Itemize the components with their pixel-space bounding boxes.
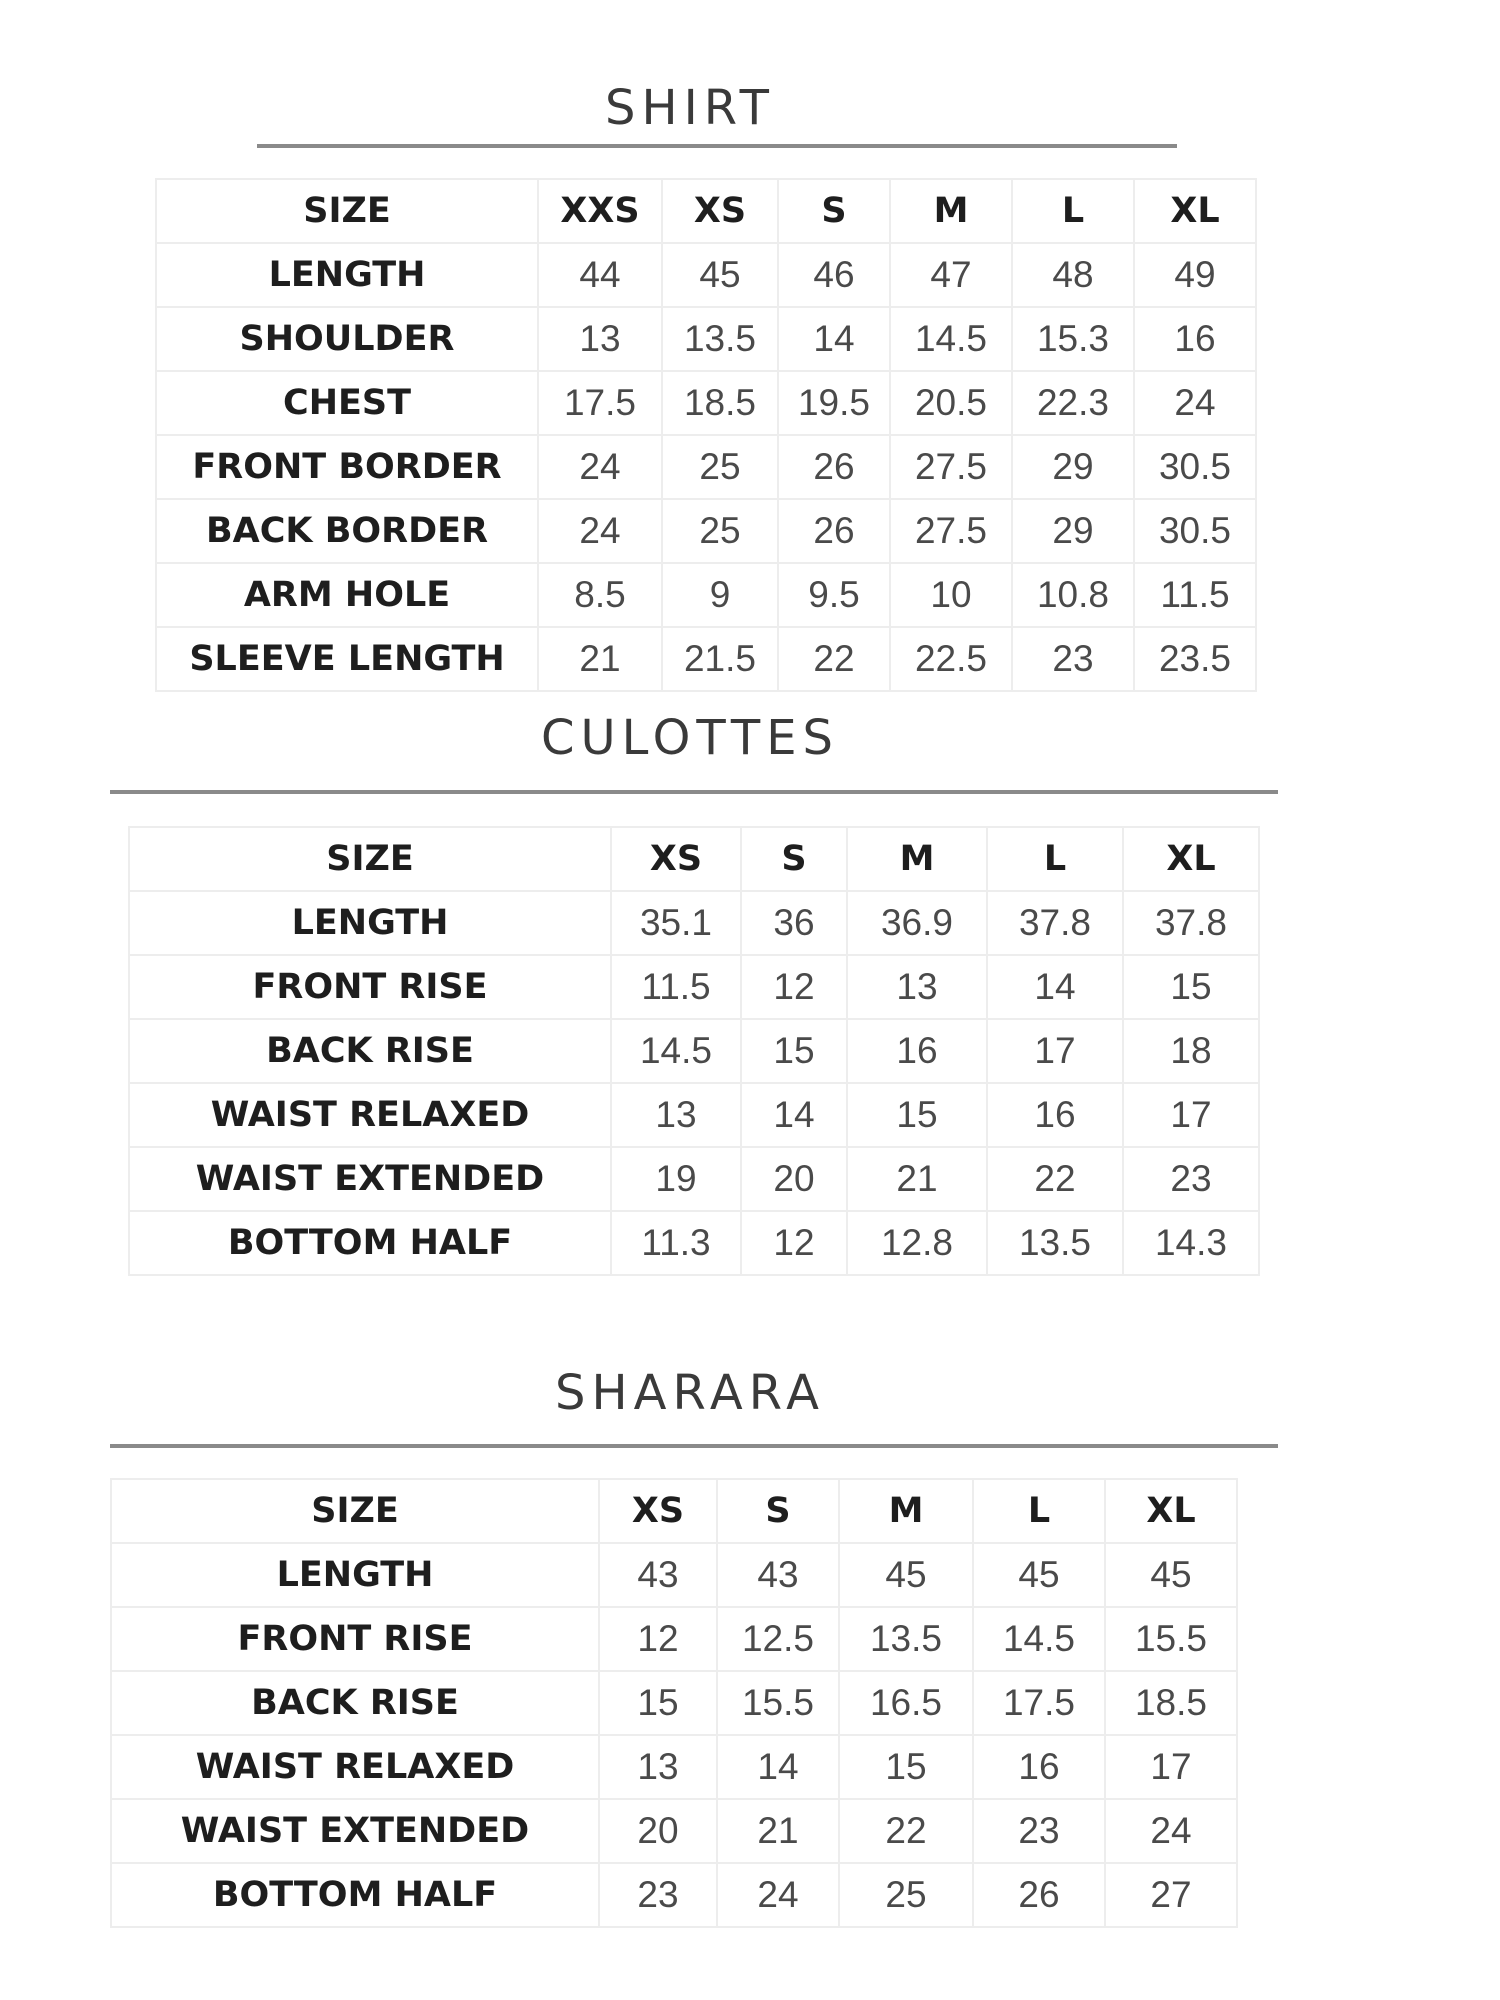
table-row <box>129 1019 1259 1083</box>
table-row <box>111 1863 1237 1927</box>
measurement-value: 43 <box>599 1543 717 1607</box>
size-header-cell: M <box>839 1479 973 1543</box>
measurement-value: 45 <box>662 243 778 307</box>
measurement-value: 14 <box>717 1735 839 1799</box>
table-row <box>156 563 1256 627</box>
measurement-value: 27.5 <box>890 435 1012 499</box>
measurement-value: 12.5 <box>717 1607 839 1671</box>
measurement-value: 43 <box>717 1543 839 1607</box>
measurement-value: 29 <box>1012 499 1134 563</box>
measurement-label: LENGTH <box>129 891 611 955</box>
measurement-value: 8.5 <box>538 563 662 627</box>
size-column-header: SIZE <box>111 1479 599 1543</box>
shirt-divider <box>257 144 1177 148</box>
measurement-value: 16 <box>987 1083 1123 1147</box>
measurement-value: 25 <box>839 1863 973 1927</box>
measurement-label: FRONT RISE <box>129 955 611 1019</box>
measurement-value: 14 <box>778 307 890 371</box>
measurement-label: BOTTOM HALF <box>111 1863 599 1927</box>
size-header-cell: L <box>987 827 1123 891</box>
measurement-value: 30.5 <box>1134 499 1256 563</box>
size-header-cell: L <box>1012 179 1134 243</box>
measurement-value: 11.3 <box>611 1211 741 1275</box>
measurement-value: 29 <box>1012 435 1134 499</box>
measurement-value: 10 <box>890 563 1012 627</box>
size-header-cell: XS <box>599 1479 717 1543</box>
measurement-value: 16 <box>1134 307 1256 371</box>
table-row <box>156 307 1256 371</box>
shirt-title: SHIRT <box>605 80 775 136</box>
table-header-row <box>129 827 1259 891</box>
measurement-value: 21 <box>847 1147 987 1211</box>
table-row <box>111 1735 1237 1799</box>
sharara-size-table <box>110 1478 1238 1928</box>
table-row <box>111 1799 1237 1863</box>
size-header-cell: XL <box>1105 1479 1237 1543</box>
measurement-value: 14.3 <box>1123 1211 1259 1275</box>
measurement-value: 13 <box>538 307 662 371</box>
size-header-cell: XXS <box>538 179 662 243</box>
size-header-cell: XL <box>1134 179 1256 243</box>
table-row <box>156 435 1256 499</box>
measurement-value: 17 <box>1123 1083 1259 1147</box>
size-header-cell: S <box>717 1479 839 1543</box>
measurement-value: 49 <box>1134 243 1256 307</box>
measurement-value: 23.5 <box>1134 627 1256 691</box>
measurement-label: LENGTH <box>156 243 538 307</box>
measurement-value: 21 <box>717 1799 839 1863</box>
measurement-value: 13 <box>611 1083 741 1147</box>
measurement-value: 25 <box>662 435 778 499</box>
measurement-value: 23 <box>599 1863 717 1927</box>
table-row <box>156 243 1256 307</box>
measurement-label: SLEEVE LENGTH <box>156 627 538 691</box>
measurement-value: 45 <box>1105 1543 1237 1607</box>
size-column-header: SIZE <box>156 179 538 243</box>
measurement-value: 14.5 <box>611 1019 741 1083</box>
measurement-value: 15.5 <box>1105 1607 1237 1671</box>
measurement-value: 14 <box>987 955 1123 1019</box>
measurement-value: 21 <box>538 627 662 691</box>
measurement-value: 20.5 <box>890 371 1012 435</box>
measurement-value: 22 <box>987 1147 1123 1211</box>
measurement-value: 16 <box>973 1735 1105 1799</box>
measurement-value: 45 <box>839 1543 973 1607</box>
measurement-value: 15 <box>847 1083 987 1147</box>
measurement-value: 13.5 <box>839 1607 973 1671</box>
measurement-value: 15.5 <box>717 1671 839 1735</box>
measurement-value: 24 <box>1105 1799 1237 1863</box>
table-header-row <box>156 179 1256 243</box>
measurement-value: 23 <box>1123 1147 1259 1211</box>
measurement-value: 36.9 <box>847 891 987 955</box>
table-row <box>111 1607 1237 1671</box>
measurement-label: WAIST EXTENDED <box>111 1799 599 1863</box>
measurement-value: 11.5 <box>1134 563 1256 627</box>
measurement-value: 14.5 <box>973 1607 1105 1671</box>
measurement-value: 27 <box>1105 1863 1237 1927</box>
table-row <box>129 955 1259 1019</box>
measurement-value: 10.8 <box>1012 563 1134 627</box>
table-row <box>129 1147 1259 1211</box>
measurement-value: 20 <box>599 1799 717 1863</box>
measurement-label: CHEST <box>156 371 538 435</box>
measurement-label: WAIST EXTENDED <box>129 1147 611 1211</box>
sharara-divider <box>110 1444 1278 1448</box>
measurement-label: FRONT RISE <box>111 1607 599 1671</box>
measurement-value: 24 <box>538 435 662 499</box>
measurement-value: 47 <box>890 243 1012 307</box>
measurement-value: 26 <box>778 435 890 499</box>
size-header-cell: XS <box>662 179 778 243</box>
size-header-cell: L <box>973 1479 1105 1543</box>
measurement-label: BOTTOM HALF <box>129 1211 611 1275</box>
measurement-value: 23 <box>973 1799 1105 1863</box>
measurement-value: 18.5 <box>1105 1671 1237 1735</box>
measurement-label: BACK RISE <box>111 1671 599 1735</box>
culottes-divider <box>110 790 1278 794</box>
measurement-value: 18 <box>1123 1019 1259 1083</box>
measurement-value: 9 <box>662 563 778 627</box>
measurement-value: 17.5 <box>538 371 662 435</box>
measurement-value: 15 <box>741 1019 847 1083</box>
measurement-value: 30.5 <box>1134 435 1256 499</box>
measurement-value: 20 <box>741 1147 847 1211</box>
measurement-value: 15.3 <box>1012 307 1134 371</box>
measurement-value: 14 <box>741 1083 847 1147</box>
shirt-size-table <box>155 178 1257 692</box>
measurement-value: 14.5 <box>890 307 1012 371</box>
measurement-value: 19 <box>611 1147 741 1211</box>
table-row <box>156 627 1256 691</box>
measurement-value: 22.3 <box>1012 371 1134 435</box>
measurement-value: 36 <box>741 891 847 955</box>
table-row <box>111 1671 1237 1735</box>
measurement-value: 12 <box>599 1607 717 1671</box>
measurement-value: 9.5 <box>778 563 890 627</box>
measurement-value: 24 <box>538 499 662 563</box>
measurement-value: 12 <box>741 1211 847 1275</box>
measurement-value: 19.5 <box>778 371 890 435</box>
size-header-cell: S <box>778 179 890 243</box>
sharara-title: SHARARA <box>555 1365 825 1421</box>
measurement-value: 22 <box>778 627 890 691</box>
measurement-label: WAIST RELAXED <box>129 1083 611 1147</box>
measurement-value: 48 <box>1012 243 1134 307</box>
measurement-label: WAIST RELAXED <box>111 1735 599 1799</box>
measurement-value: 17 <box>987 1019 1123 1083</box>
measurement-value: 22.5 <box>890 627 1012 691</box>
measurement-value: 13.5 <box>987 1211 1123 1275</box>
measurement-label: SHOULDER <box>156 307 538 371</box>
table-row <box>129 1211 1259 1275</box>
measurement-value: 15 <box>1123 955 1259 1019</box>
measurement-value: 16 <box>847 1019 987 1083</box>
size-header-cell: XL <box>1123 827 1259 891</box>
size-header-cell: M <box>890 179 1012 243</box>
measurement-value: 16.5 <box>839 1671 973 1735</box>
table-row <box>111 1543 1237 1607</box>
measurement-value: 17 <box>1105 1735 1237 1799</box>
measurement-value: 35.1 <box>611 891 741 955</box>
measurement-value: 44 <box>538 243 662 307</box>
measurement-value: 12 <box>741 955 847 1019</box>
table-header-row <box>111 1479 1237 1543</box>
measurement-value: 23 <box>1012 627 1134 691</box>
culottes-title: CULOTTES <box>540 710 840 766</box>
measurement-value: 26 <box>778 499 890 563</box>
measurement-value: 15 <box>839 1735 973 1799</box>
measurement-value: 37.8 <box>987 891 1123 955</box>
table-row <box>156 499 1256 563</box>
measurement-value: 37.8 <box>1123 891 1259 955</box>
measurement-label: LENGTH <box>111 1543 599 1607</box>
measurement-value: 26 <box>973 1863 1105 1927</box>
measurement-value: 12.8 <box>847 1211 987 1275</box>
table-row <box>129 1083 1259 1147</box>
measurement-value: 13.5 <box>662 307 778 371</box>
measurement-value: 24 <box>1134 371 1256 435</box>
measurement-label: FRONT BORDER <box>156 435 538 499</box>
measurement-label: BACK RISE <box>129 1019 611 1083</box>
size-header-cell: S <box>741 827 847 891</box>
measurement-value: 46 <box>778 243 890 307</box>
size-header-cell: XS <box>611 827 741 891</box>
size-column-header: SIZE <box>129 827 611 891</box>
measurement-value: 25 <box>662 499 778 563</box>
measurement-label: BACK BORDER <box>156 499 538 563</box>
measurement-value: 13 <box>599 1735 717 1799</box>
table-row <box>129 891 1259 955</box>
table-row <box>156 371 1256 435</box>
measurement-value: 13 <box>847 955 987 1019</box>
measurement-value: 11.5 <box>611 955 741 1019</box>
measurement-value: 21.5 <box>662 627 778 691</box>
measurement-value: 15 <box>599 1671 717 1735</box>
measurement-value: 17.5 <box>973 1671 1105 1735</box>
measurement-value: 22 <box>839 1799 973 1863</box>
measurement-label: ARM HOLE <box>156 563 538 627</box>
measurement-value: 24 <box>717 1863 839 1927</box>
size-header-cell: M <box>847 827 987 891</box>
culottes-size-table <box>128 826 1260 1276</box>
measurement-value: 18.5 <box>662 371 778 435</box>
measurement-value: 45 <box>973 1543 1105 1607</box>
measurement-value: 27.5 <box>890 499 1012 563</box>
